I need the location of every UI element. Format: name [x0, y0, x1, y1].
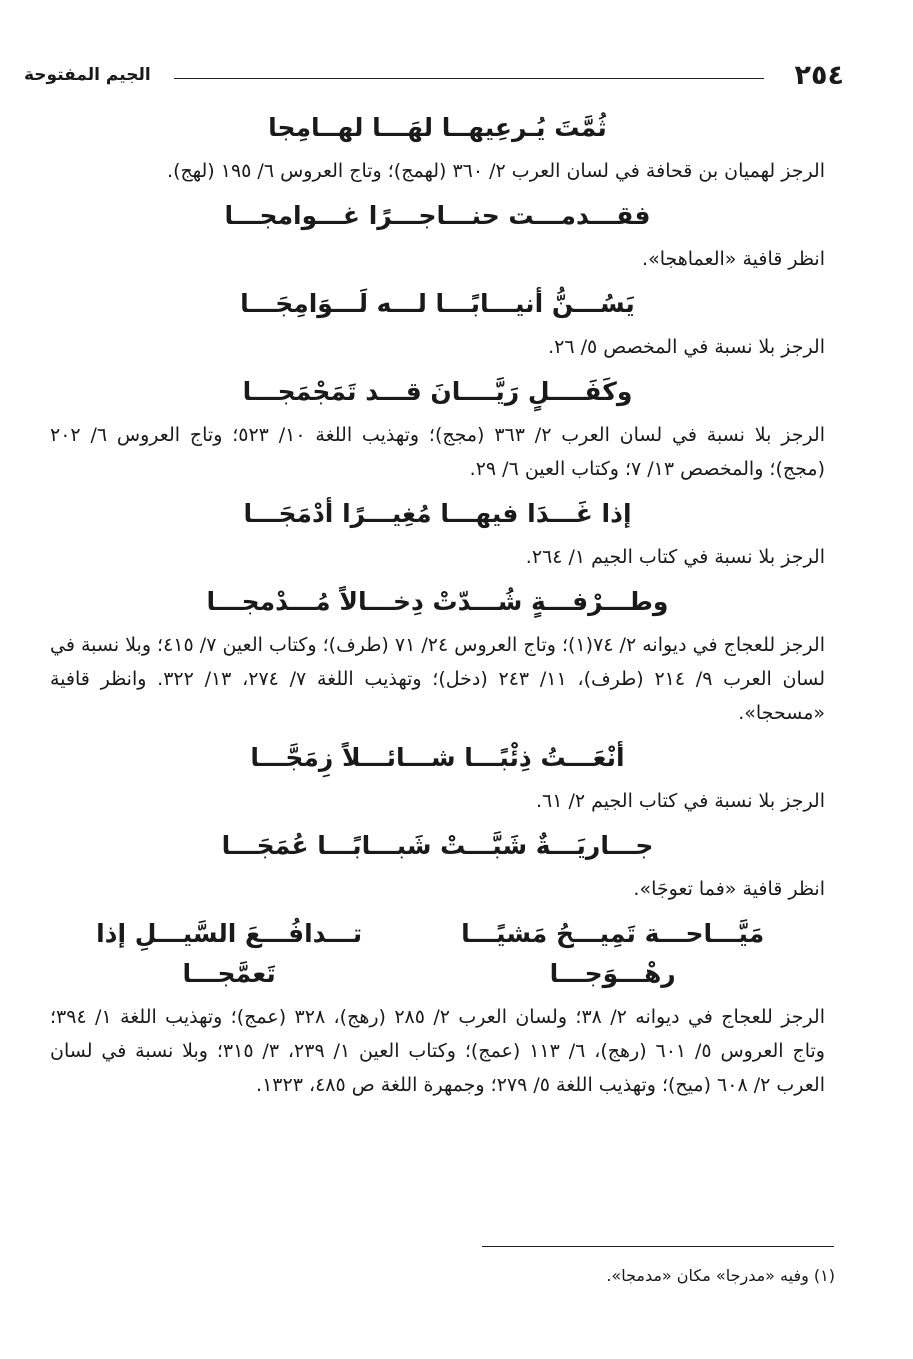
- verse-line-two-hemistichs: [50, 914, 825, 994]
- header-rule: [174, 78, 764, 79]
- hemistich-second: تـــدافُـــعَ السَّيـــلِ إذا تَعمَّجـــا: [96, 919, 363, 988]
- verse-note: انظر قافية «فما تعوجَا».: [633, 878, 825, 900]
- verse-note: الرجز لهميان بن قحافة في لسان العرب ٢/ ٣٦٠ (لهمج)؛ وتاج العروس ٦/ ١٩٥ (لهج).: [167, 160, 825, 182]
- footnote-rule: [482, 1246, 834, 1247]
- verse-line: يَسُـــنُّ أنيـــابًـــا لـــه لَـــوَامِجَـــا: [240, 289, 635, 318]
- page-number: ٢٥٤: [794, 60, 844, 91]
- page-body: [50, 108, 825, 1110]
- verse-line: فقـــدمـــت حنـــاجـــرًا غـــوامجـــا: [224, 201, 651, 230]
- verse-line: ثُمَّتَ يُـرعِيهــا لهَـــا لهــامِجا: [268, 113, 607, 142]
- verse-line: أنْعَـــتُ ذِئْبًـــا شـــائـــلاً زِمَجَّـــا: [250, 743, 625, 772]
- verse-note: الرجز بلا نسبة في المخصص ٥/ ٢٦.: [548, 336, 825, 358]
- verse-note: الرجز للعجاج في ديوانه ٢/ ٣٨؛ ولسان العرب ٢/ ٢٨٥ (رهج)، ٣٢٨ (عمج)؛ وتهذيب اللغة ١/ ٣٩٤؛ وتاج العروس ٥/ ٦٠١ (رهج)، ٦/ ١١٣ (عمج)؛ وكتاب العين ١/ ٢٣٩، ٣/ ٣١٥؛ وبلا نسبة في لسان العرب ٢/ ٦٠٨ (ميح)؛ وتهذيب اللغة ٥/ ٢٧٩؛ وجمهرة اللغة ص ٤٨٥، ١٣٢٣.: [50, 1006, 825, 1096]
- verse-note: الرجز بلا نسبة في كتاب الجيم ١/ ٢٦٤.: [525, 546, 825, 568]
- verse-line: إذا غَـــدَا فيهـــا مُغِيـــرًا أدْمَجَـــا: [243, 499, 632, 528]
- verse-note: الرجز بلا نسبة في كتاب الجيم ٢/ ٦١.: [535, 790, 825, 812]
- verse-note: الرجز للعجاج في ديوانه ٢/ ٧٤(١)؛ وتاج العروس ٢٤/ ٧١ (طرف)؛ وكتاب العين ٧/ ٤١٥؛ وبلا نسبة في لسان العرب ٩/ ٢١٤ (طرف)، ١١/ ٢٤٣ (دخل)؛ وتهذيب اللغة ٧/ ٢٧٤، ١٣/ ٣٢٢. وانظر قافية «مسحجا».: [50, 634, 825, 724]
- verse-note: الرجز بلا نسبة في لسان العرب ٢/ ٣٦٣ (مجج)؛ وتهذيب اللغة ١٠/ ٥٢٣؛ وتاج العروس ٦/ ٢٠٢ (مجج)؛ والمخصص ١٣/ ٧؛ وكتاب العين ٦/ ٢٩.: [50, 424, 825, 480]
- verse-line: جـــاريَـــةٌ شَبَّـــتْ شَبـــابًـــا عُمَجَـــا: [221, 831, 654, 860]
- verse-note: انظر قافية «العماهجا».: [642, 248, 825, 270]
- verse-line: وطـــرْفـــةٍ شُـــدّتْ دِخـــالاً مُـــدْمجـــا: [206, 587, 669, 616]
- verse-line: وكَفَــــلٍ رَيَّــــانَ قـــد تَمَجْمَجـــا: [242, 377, 633, 406]
- running-title: الجيم المفتوحة: [24, 65, 151, 85]
- page-header: [24, 60, 844, 94]
- hemistich-first: مَيَّـــاحـــة تَمِيـــحُ مَشيًـــا رهْـــوَجـــا: [461, 919, 765, 988]
- footnote: (١) وفيه «مدرجا» مكان «مدمجا».: [606, 1266, 835, 1285]
